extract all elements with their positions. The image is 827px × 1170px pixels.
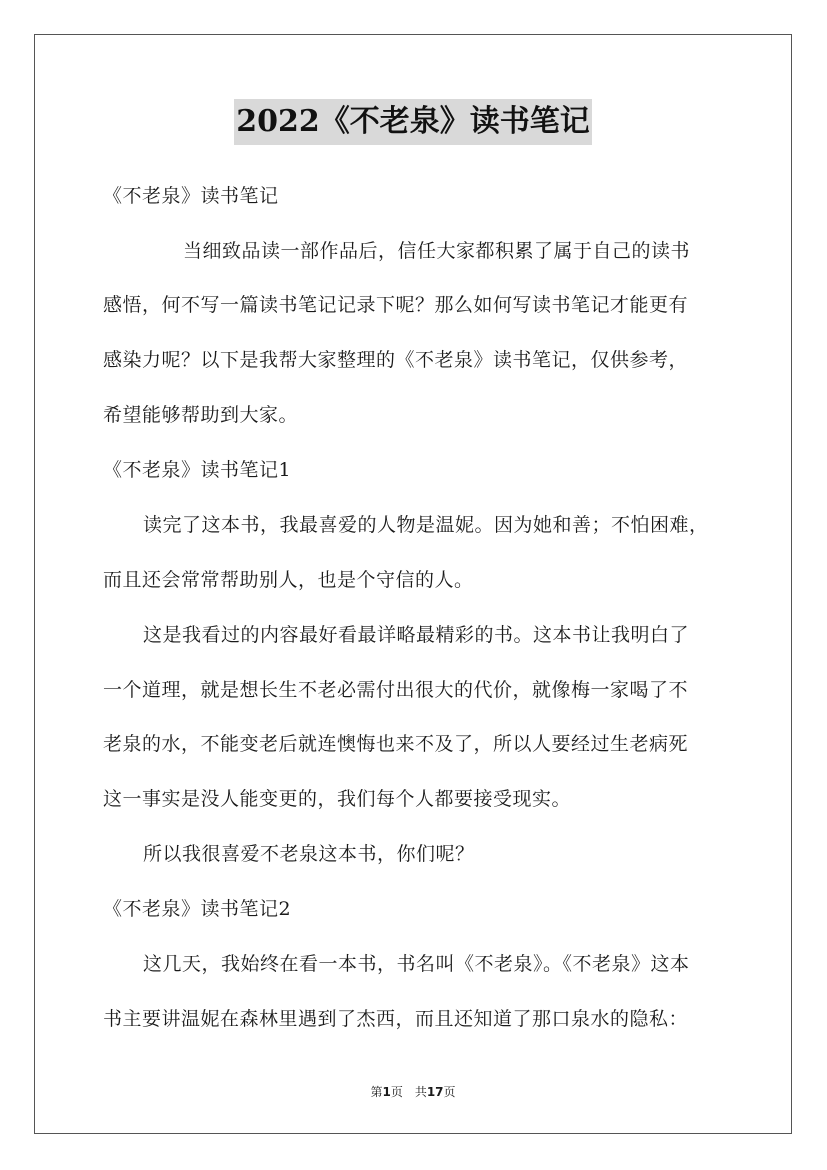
subheading: 《不老泉》读书笔记1	[103, 459, 292, 481]
page-mid: 页 共	[390, 1085, 427, 1099]
paragraph-line: 感悟，何不写一篇读书笔记记录下呢？那么如何写读书笔记才能更有	[103, 294, 689, 316]
document-page	[34, 34, 792, 1134]
title-container	[35, 99, 791, 145]
paragraph-line: 而且还会常常帮助别人，也是个守信的人。	[103, 569, 474, 591]
paragraph-line: 这几天，我始终在看一本书，书名叫《不老泉》。《不老泉》这本	[143, 953, 690, 975]
subheading: 《不老泉》读书笔记2	[103, 898, 292, 920]
page-current: 1	[382, 1085, 391, 1099]
paragraph-line: 书主要讲温妮在森林里遇到了杰西，而且还知道了那口泉水的隐私：	[103, 1008, 689, 1030]
page-prefix: 第	[370, 1085, 383, 1099]
paragraph-line: 所以我很喜爱不老泉这本书，你们呢？	[143, 843, 475, 865]
page-total: 17	[426, 1085, 444, 1099]
paragraph-line: 读完了这本书，我最喜爱的人物是温妮。因为她和善；不怕困难，	[143, 514, 709, 536]
paragraph-line: 这一事实是没人能变更的，我们每个人都要接受现实。	[103, 788, 572, 810]
paragraph-line: 老泉的水，不能变老后就连懊悔也来不及了，所以人要经过生老病死	[103, 733, 689, 755]
paragraph-line: 希望能够帮助到大家。	[103, 404, 299, 426]
page-footer	[35, 1083, 791, 1100]
document-title: 2022《不老泉》读书笔记	[234, 99, 592, 145]
paragraph-line: 当细致品读一部作品后，信任大家都积累了属于自己的读书	[183, 240, 691, 262]
paragraph-line: 一个道理，就是想长生不老必需付出很大的代价，就像梅一家喝了不	[103, 679, 689, 701]
page-suffix: 页	[443, 1085, 456, 1099]
paragraph-line: 感染力呢？以下是我帮大家整理的《不老泉》读书笔记，仅供参考，	[103, 349, 689, 371]
subheading: 《不老泉》读书笔记	[103, 185, 279, 207]
paragraph-line: 这是我看过的内容最好看最详略最精彩的书。这本书让我明白了	[143, 624, 690, 646]
